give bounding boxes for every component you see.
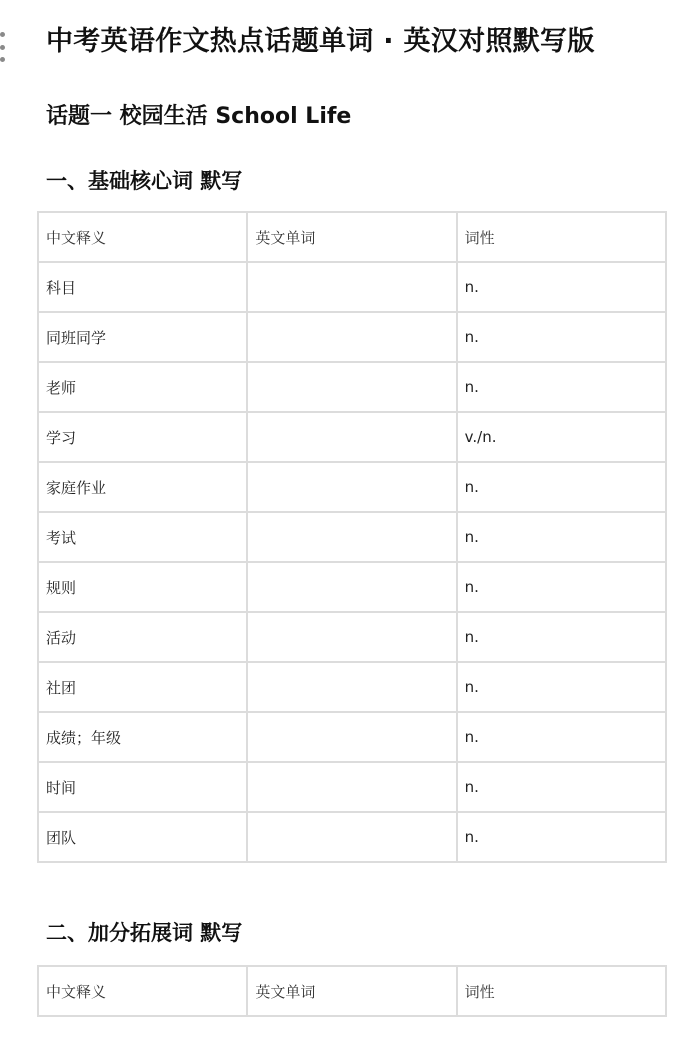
table-row [38,612,666,662]
cell-pos: v./n. [457,412,666,462]
cell-pos: n. [457,762,666,812]
table-row [38,512,666,562]
handle-dot [0,45,5,50]
cell-english-blank[interactable] [247,662,456,712]
drag-handle-icon[interactable] [0,32,8,62]
cell-english-blank[interactable] [247,762,456,812]
cell-pos: n. [457,562,666,612]
cell-english-blank[interactable] [247,562,456,612]
header-english: 英文单词 [247,212,456,262]
cell-english-blank[interactable] [247,462,456,512]
cell-english-blank[interactable] [247,412,456,462]
cell-pos: n. [457,462,666,512]
cell-english-blank[interactable] [247,712,456,762]
cell-chinese: 科目 [38,262,247,312]
vocab-table-extended [37,965,667,1017]
table-row [38,312,666,362]
cell-chinese: 考试 [38,512,247,562]
cell-pos: n. [457,612,666,662]
cell-english-blank[interactable] [247,312,456,362]
cell-pos: n. [457,262,666,312]
cell-pos: n. [457,812,666,862]
table-row [38,662,666,712]
table-row [38,812,666,862]
table-row [38,362,666,412]
table-header-row [38,966,666,1016]
cell-chinese: 社团 [38,662,247,712]
cell-chinese: 学习 [38,412,247,462]
handle-dot [0,57,5,62]
header-chinese: 中文释义 [38,212,247,262]
cell-english-blank[interactable] [247,362,456,412]
table-header-row [38,212,666,262]
cell-pos: n. [457,512,666,562]
header-pos: 词性 [457,212,666,262]
cell-english-blank[interactable] [247,812,456,862]
cell-chinese: 同班同学 [38,312,247,362]
table-row [38,462,666,512]
cell-chinese: 规则 [38,562,247,612]
section-title-basic: 一、基础核心词 默写 [46,169,243,193]
handle-dot [0,32,5,37]
cell-chinese: 活动 [38,612,247,662]
header-pos: 词性 [457,966,666,1016]
table-row [38,562,666,612]
cell-pos: n. [457,712,666,762]
table-row [38,412,666,462]
table-row [38,762,666,812]
cell-english-blank[interactable] [247,262,456,312]
header-english: 英文单词 [247,966,456,1016]
topic-title: 话题一 校园生活 School Life [46,104,352,129]
cell-chinese: 团队 [38,812,247,862]
section-title-extended: 二、加分拓展词 默写 [46,921,243,945]
cell-chinese: 时间 [38,762,247,812]
cell-english-blank[interactable] [247,512,456,562]
table-row [38,262,666,312]
table-row [38,712,666,762]
cell-chinese: 老师 [38,362,247,412]
cell-pos: n. [457,662,666,712]
header-chinese: 中文释义 [38,966,247,1016]
cell-pos: n. [457,362,666,412]
cell-english-blank[interactable] [247,612,456,662]
document-title: 中考英语作文热点话题单词 · 英汉对照默写版 [46,26,595,57]
cell-chinese: 成绩；年级 [38,712,247,762]
cell-pos: n. [457,312,666,362]
vocab-table-basic [37,211,667,863]
cell-chinese: 家庭作业 [38,462,247,512]
